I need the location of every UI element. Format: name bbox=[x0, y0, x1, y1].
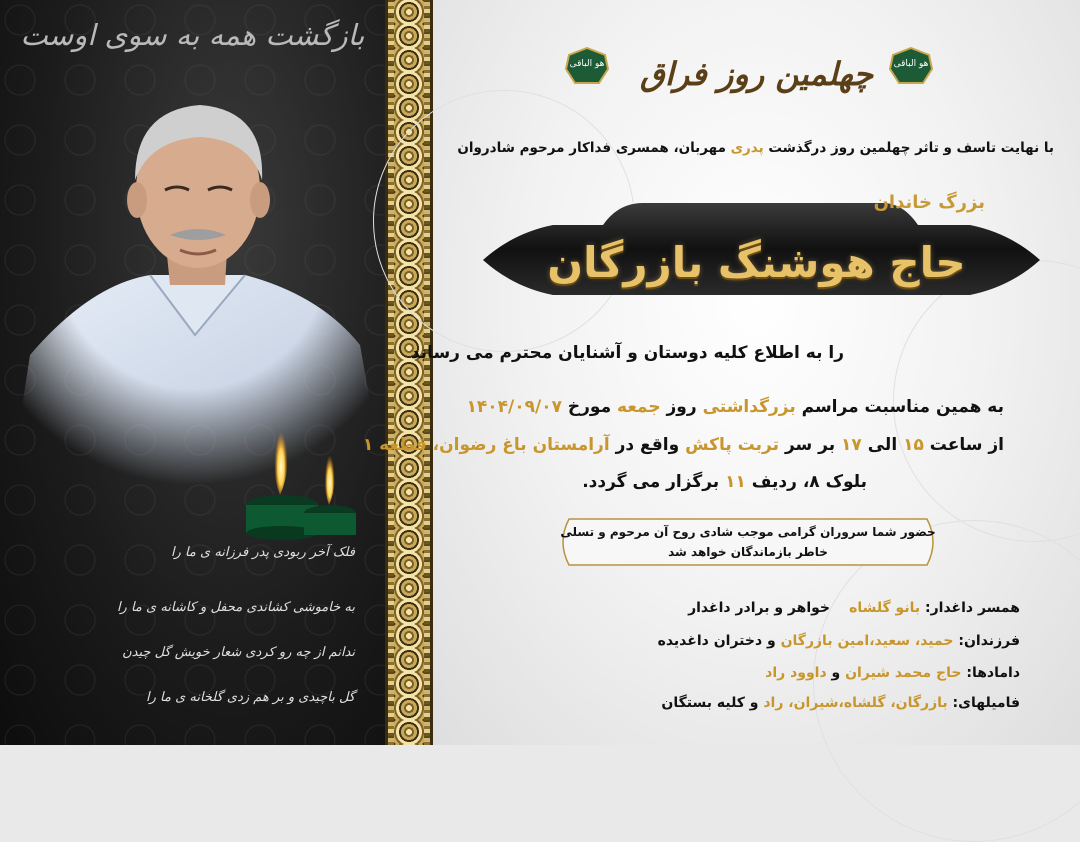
family-sonsinlaw: دامادها: حاج محمد شیران و داوود راد bbox=[765, 665, 1020, 681]
badge-left-text: هو الباقی bbox=[569, 59, 605, 69]
note-line-1: حضور شما سروران گرامی موجب شادی روح آن مرحوم و تسلی bbox=[560, 525, 936, 539]
poem-line-4: گل باچیدی و بر هم زدی گلخانه ی ما را bbox=[145, 690, 355, 705]
ceremony-line-2: از ساعت ۱۵ الی ۱۷ بر سر تربت پاکش واقع در آرامستان باغ رضوان، قطعه ۱ bbox=[362, 435, 1004, 455]
ceremony-line-3: بلوک ۸، ردیف ۱۱ برگزار می گردد. bbox=[582, 472, 867, 492]
family-relatives: فامیلهای: بازرگان، گلشاه،شیران، راد و کلیه بستگان bbox=[661, 695, 1020, 711]
deceased-name: حاج هوشنگ بازرگان bbox=[547, 238, 966, 287]
page-title: چهلمین روز فراق bbox=[640, 55, 873, 93]
poem-line-1: فلک آخر ربودی پدر فرزانه ی ما را bbox=[170, 545, 355, 560]
family-spouse: همسر داغدار: بانو گلشاه bbox=[849, 600, 1020, 616]
poem-line-2: به خاموشی کشاندی محفل و کاشانه ی ما را bbox=[116, 600, 355, 615]
badge-right-text: هو الباقی bbox=[893, 59, 929, 69]
note-text bbox=[555, 522, 941, 562]
left-title: بازگشت همه به سوی اوست bbox=[20, 18, 365, 52]
family-children: فرزندان: حمید، سعید،امین بازرگان و دختران داغدیده bbox=[657, 633, 1020, 649]
left-panel bbox=[0, 0, 385, 745]
ornament-border bbox=[385, 0, 433, 745]
right-panel bbox=[362, 0, 1080, 745]
intro-text: با نهایت تاسف و تاثر چهلمین روز درگذشت پدری مهربان، همسری فداکار مرحوم شادروان bbox=[457, 140, 1054, 156]
note-line-2: خاطر بازماندگان خواهد شد bbox=[668, 545, 828, 559]
ceremony-line-1: به همین مناسبت مراسم بزرگداشتی روز جمعه مورخ ۱۴۰۴/۰۹/۰۷ bbox=[466, 397, 1004, 417]
kin-title: بزرگ خاندان bbox=[873, 192, 985, 213]
family-siblings: خواهر و برادر داغدار bbox=[688, 600, 830, 616]
candles-icon bbox=[244, 395, 359, 540]
poem-line-3: ندانم از چه رو کردی شعار خویش گل چیدن bbox=[122, 645, 355, 660]
announce-text: را به اطلاع کلیه دوستان و آشنایان محترم می رساند bbox=[410, 343, 844, 363]
